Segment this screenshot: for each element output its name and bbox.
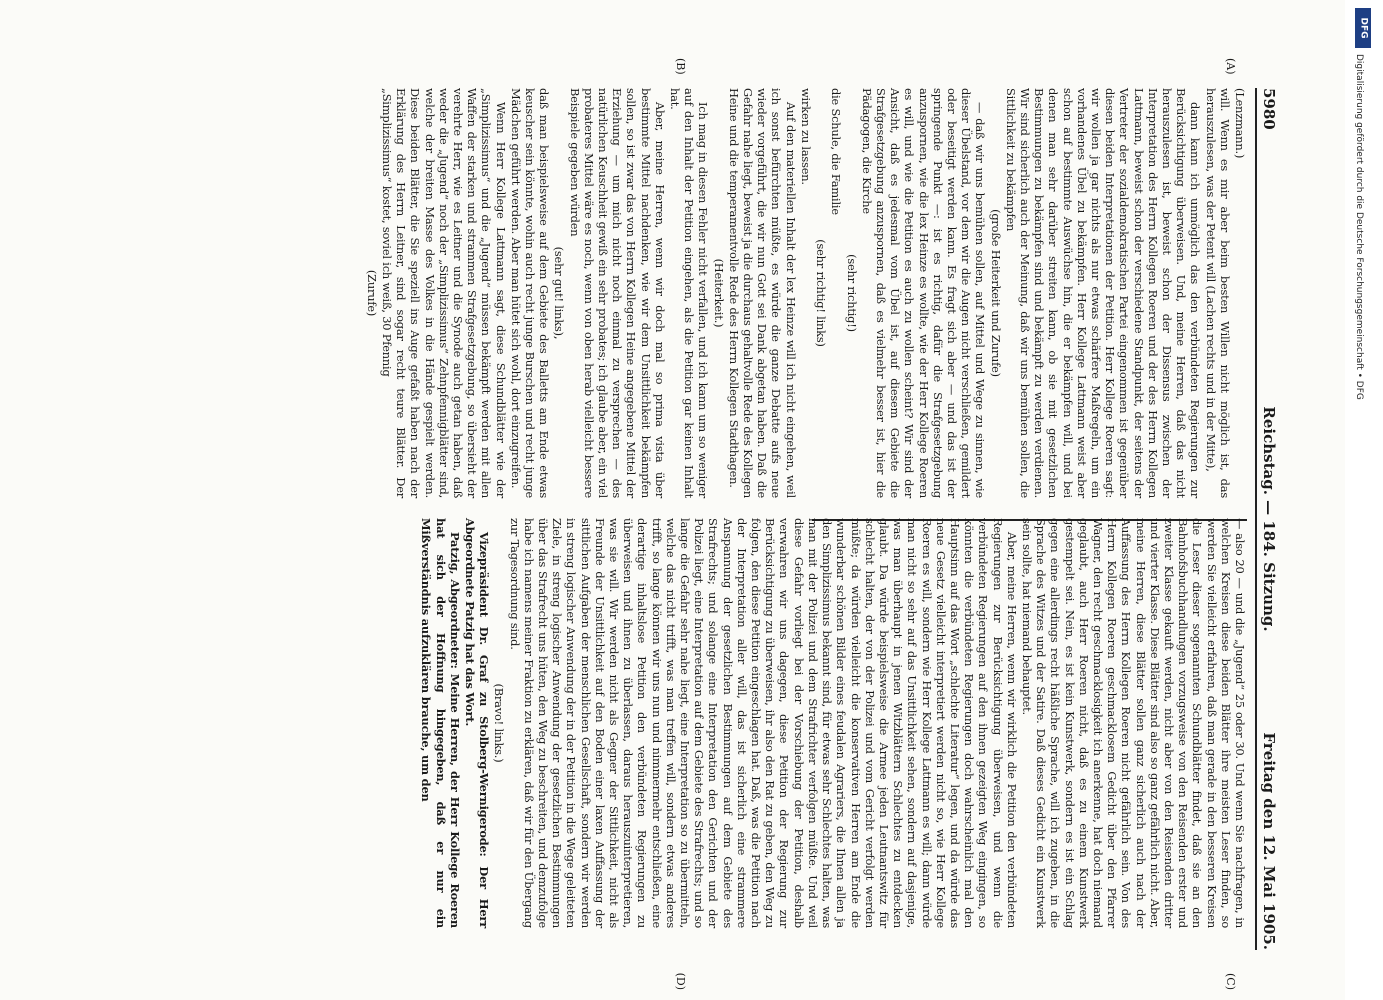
speaker-paragraph: Patzig, Abgeordneter: Meine Herren, der Herr Kollege Roeren hat sich der Hoffnung hingegeben, daß er nur ein Mißverständnis aufzuklären brauche, um den xyxy=(419,518,462,928)
right-column xyxy=(364,518,1247,928)
margin-marker-b: (B) xyxy=(674,58,687,75)
paragraph: Aber, meine Herren, wenn wir wirklich die Petition den verbündeten Regierungen zur Berücksichtigung überweisen, und wenn die verbündeten Regierungen auf den ihnen gezeigten Weg eingingen, so könnten die verbündeten Regierungen doch wahrscheinlich mal den Hauptsinn auf das Wort „schlechte Literatur“ legen, und da würde das neue Gesetz vielleicht interpretiert werden nicht so, wie Herr Kollege Roeren es will, sondern wie Herr Kollege Lattmann es will; dann würde man nicht so sehr auf das Unsittlichkeit sehen, sondern auf dasjenige, was man überhaupt in jenen Witzblättern Schlechtes zu entdecken glaubt. Da würde beispielsweise die Armee jeden Leutnantswitz für schlecht halten, der von der Polizei und vom Gericht verfolgt werden müßte; da würden vielleicht die konservativen Herren am Ende die wunderbar schönen Bilder eines feudalen Agrariers, die Ihnen allen ja den Simplizissimus bekannt sind, für etwas sehr Schlechtes halten, was man mit der Polizei und dem Strafrichter verfolgen müßte. Und weil diese Gefahr vorliegt bei der Vorschiebung der Petition, deshalb verwahren wir uns dagegen, diese Petition der Regierung zur Berücksichtigung zu überweisen, ihr also den Rat zu geben, den Weg zu folgen, den diese Petition eingeschlagen hat. Daß, was die Petition nach der Interpretation aller will, das ist sicherlich eine strammere Anspannung der gesetzlichen Bestimmungen auf dem Gebiete des Strafrechts; und solange eine Interpretation den Gerichten und der Polizei liegt, eine Interpretation auf dem Gebiete des Strafrechts; und so lange die Gefahr sehr nahe liegt, eine Interpretation so zu übermitteln, welche das nicht trifft, was man treffen will, sondern etwas anderes trifft, so lange können wir uns nun und nimmermehr entschließen, eine derartige inhaltslose Petition den verbündeten Regierungen zu überweisen und ihnen zu überlassen, daraus herauszuinterpretieren, was sie will. Wir werden nicht als Gegner der Sittlichkeit, nicht als Freunde der Unsittlichkeit auf den Boden einer laxen Auffassung der sittlichen Aufgaben der menschlichen Gesellschaft, sondern wir werden in streng logischer Anwendung der in der Petition in die Wege geleiteten Ziele, in streng logischer Anwendung der gesetzlichen Bestimmungen über das Strafrecht uns hüten, den Weg zu beschreiten, und demzufolge habe ich namens meiner Fraktion zu erklären, daß wir für den Übergang zur Tagesordnung sind. xyxy=(507,518,1019,928)
paragraph: die Schule, die Familie xyxy=(829,88,844,215)
paragraph: Wenn Herr Kollege Lattmann sagt, diese Schundblätter wie der „Simplizissimus“ und die „Jugend“ müssen bekämpft werden mit allen Waffen der starken und strammen Strafgesetzgebung, so übersieht der verehrte Herr, wie es Leitner und die Synode auch getan haben, daß weder die „Jugend“ noch der „Simplizissimus“ Zehnpfennigblätter sind, welche der breiten Masse des Volkes in die Hände gespielt werden. Diese beiden Blätter, die Sie speziell ins Auge gefaßt haben nach der Erklärung des Herrn Leitner, sind sogar recht teure Blätter. Der „Simplizissimus“ kostet, soviel ich weiß, 30 Pfennig xyxy=(380,88,508,498)
paragraph: wirken zu lassen. xyxy=(798,88,813,185)
paragraph: — also 20 — und die „Jugend“ 25 oder 30. Und wenn Sie nachfragen, in welchen Kreisen diese beiden Blätter ihre meisten Leser finden, so werden Sie vielleicht erfahren, daß man gerade in den besseren Kreisen die Leser dieser sogenannten Schundblätter findet, daß sie an den Bahnhofsbuchhandlungen vorzugsweise von den Reisenden erster und zweiter Klasse gekauft werden, nicht aber von den Reisenden dritter und vierter Klasse. Diese Blätter sind also so ganz gefährlich nicht. Aber, meine Herren, diese Blätter sollen ganz sicherlich auch nach der Auffassung des Herrn Kollegen Roeren nicht gefährlich sein. Von des Herrn Kollegen Roeren geschmacklosem Gedicht über den Pfarrer Wagner, den recht geschmacklosigkeit ich anerkenne, hat doch niemand geglaubt, auch Herr Roeren nicht, daß es zu einem Kunstwerk gestempelt sei. Nein, es ist kein Kunstwerk, sondern es ist ein Schlag gegen eine allerdings recht häßliche Sprache, will ich zugeben, in die Sprache des Witzes und der Satire. Daß dieses Gedicht ein Kunstwerk sein sollte, hat niemand behauptet. xyxy=(1019,518,1247,928)
paragraph: Aber, meine Herren, wenn wir doch mal so prima vista über bestimmte Mittel nachdenken, wie wir dem Unsittlichkeit bekämpfen sollen, so ist zwar das von Herrn Kollegen Heine angegebene Mittel der Erziehung — um mich nicht noch einmal zu versprechen — des natürlichen Keuschheit gewiß ein sehr probates; ich glaube aber, ein viel probateres Mittel wäre es noch, wenn von oben herab vielleicht bessere Beispiele gegeben würden xyxy=(567,88,667,498)
side-strip xyxy=(1345,0,1383,1000)
paragraph: (Lenzmann.) xyxy=(1233,88,1247,159)
paragraph: — daß wir uns bemühen sollen, auf Mittel und Wege zu sinnen, wie dieser Übelstand, vor dem wir die Augen nicht verschließen, gemildert oder beseitigt werden kann. Es fragt sich aber — und das ist der springende Punkt —: ist es richtig, dafür die Strafgesetzgebung anzuspornen, wie die lex Heinze es wollte, wie der Herr Kollege Roeren es will, und wie die Petition es auch zu wollen scheint? Wir sind der Ansicht, daß es jedesmal vom Übel ist, auf diesem Gebiete die Strafgesetzgebung anzuspornen, daß es vielmehr besser ist, hier die Pädagogen, die Kirche xyxy=(859,88,988,498)
dfg-logo-text: DFG xyxy=(1358,17,1369,39)
page-title: Reichstag. — 184. Sitzung. xyxy=(1260,406,1278,632)
margin-marker-a: (A) xyxy=(1224,58,1237,75)
interjection: (sehr gut! links), xyxy=(552,246,567,340)
digitization-notice-text: Digitalisierung gefördert durch die Deutsche Forschungsgemeinschaft • DFG xyxy=(1354,54,1364,400)
paragraph: dann kann ich unmöglich das den verbündeten Regierungen zur Berücksichtigung überweisen. Und, meine Herren, daß das nicht herauszulesen ist, beweist schon der Dissensus zwischen der Interpretation des Herrn Kollegen Roeren und der des Herrn Kollegen Lattmann, beweist schon der verschiedene Standpunkt, der seitens der Vertreter der sozialdemokratischen Partei eingenommen ist gegenüber diesen beiden Interpretationen der Petition. Herr Kollege Roeren sagt: wir wollen ja gar nichts als nur etwas schärfere Maßregeln, um ein vorhandenes Übel zu bekämpfen. Herr Kollege Lattmann weist aber schon auf bestimmte Auswüchse hin, die er bekämpfen will, und bei denen man sehr darüber streiten kann, ob sie mit gesetzlichen Bestimmungen zu bekämpfen sind und bekämpft zu werden verdienen. Wir sind sicherlich auch der Meinung, daß wir uns bemühen sollen, die Sittlichkeit zu bekämpfen xyxy=(1003,88,1203,498)
page-header xyxy=(1255,88,1283,950)
text-columns xyxy=(364,58,1247,990)
interjection: (sehr richtig!) xyxy=(844,254,859,332)
interjection: (sehr richtig! links) xyxy=(814,239,829,347)
speaker-paragraph: Vizepräsident Dr. Graf zu Stolberg-Wernigerode: Der Herr Abgeordnete Patzig hat das Wort. xyxy=(463,518,492,928)
interjection: (Bravo! links.) xyxy=(492,683,507,763)
margin-marker-d: (D) xyxy=(674,972,687,990)
dfg-logo xyxy=(1355,8,1371,48)
page-date: Freitag den 12. Mai 1905. xyxy=(1260,732,1278,950)
interjection: (Heiterkeit.) xyxy=(711,258,726,328)
paragraph: daß man beispielsweise auf dem Gebiete des Balletts am Ende etwas keuscher sein könnte, wohin auch recht junge Burschen und recht junge Mädchen geführt werden. Aber man hütet sich wohl, dort einzugreifen. xyxy=(508,88,552,498)
paragraph: Ich mag in diesen Fehler nicht verfallen, und ich kann um so weniger auf den Inhalt der Petition eingehen, als die Petition gar keinen Inhalt hat. xyxy=(668,88,711,498)
paragraph: Auf den materiellen Inhalt der lex Heinze will ich nicht eingehen, weil ich sonst befürchten müßte, es würde die ganze Debatte aufs neue wieder vorgeführt, die wir nun Gott sei Dank abgetan haben. Daß die Gefahr nahe liegt, beweist ja die durchaus gehaltvolle Rede des Kollegen Heine und die temperamentvolle Rede des Herrn Kollegen Stadthagen. xyxy=(726,88,798,498)
paragraph: will. Wenn es mir aber beim besten Willen nicht möglich ist, das herauszulesen, was der Petent will (Lachen rechts und in der Mitte), xyxy=(1203,88,1232,498)
left-column xyxy=(364,88,1247,498)
page-number: 5980 xyxy=(1260,88,1278,130)
margin-marker-c: (C) xyxy=(1224,973,1237,990)
interjection: (Zurufe) xyxy=(364,269,379,317)
interjection: (große Heiterkeit und Zurufe) xyxy=(988,209,1003,377)
